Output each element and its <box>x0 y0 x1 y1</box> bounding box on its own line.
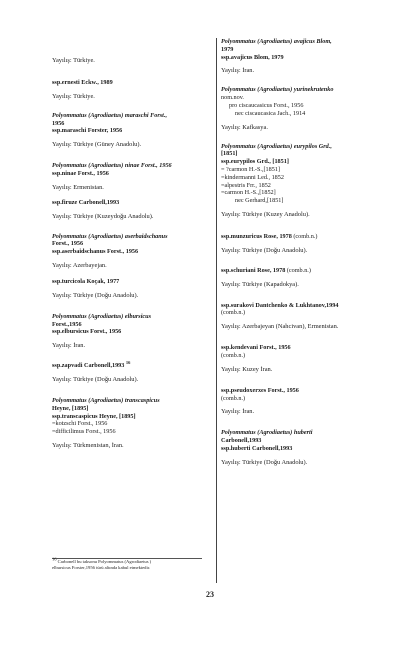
subspecies-name: ssp.surakovi Dantchenko & Lukhtanov,1994 <box>221 301 339 309</box>
subspecies-name: ssp.firuze Carbonell,1993 <box>52 198 120 206</box>
synonym: =carmon H.-S.,[1852] <box>221 189 276 197</box>
distribution-text: Yayılış: İran. <box>52 342 86 350</box>
distribution-text: Yayılış: Türkiye (Güney Anadolu). <box>52 141 142 149</box>
subspecies-name: ssp.schuriani Rose, 1978 <box>221 266 286 274</box>
species-author: Carbonell,1993 <box>221 437 262 445</box>
synonym: =kindermanni Led., 1852 <box>221 173 284 181</box>
left-column <box>52 40 212 450</box>
subspecies-name: ssp.huberti Carbonell,1993 <box>221 444 293 452</box>
subspecies-name-text: ssp.zapvadi Carbonell,1993 <box>52 362 125 370</box>
subspecies-name: ssp.ernesti Eckw., 1989 <box>52 79 113 86</box>
species-name: Polyommatus (Agrodiaetus) avajicus Blom, <box>221 38 332 45</box>
distribution-text: Yayılış: Türkiye (Kapadokya). <box>221 280 299 288</box>
distribution-text: Yayılış: Türkiye. <box>52 92 95 100</box>
subspecies-name: ssp.maraschi Forster, 1956 <box>52 127 123 135</box>
subspecies-name: ssp.munzuricus Rose, 1978 <box>221 232 292 240</box>
footnote-line: elbursicus Forster,1956 türü altında kabul etmektedir. <box>52 565 151 570</box>
synonym: =kotzschi Forst., 1956 <box>52 420 108 428</box>
species-year: 1956 <box>52 119 65 127</box>
species-name: Polyommatus (Agrodiaetus) elbursicus <box>52 312 152 320</box>
subspecies-name: ssp.ninae Forst., 1956 <box>52 169 109 177</box>
species-name: Polyommatus (Agrodiaetus) transcaspicus <box>52 396 160 404</box>
distribution-text: Yayılış: Türkiye. <box>52 57 95 64</box>
species-author: Forst.,1956 <box>52 320 82 328</box>
species-year: 1979 <box>221 45 234 53</box>
distribution-text: Yayılış: Azerbayejan. <box>52 261 107 269</box>
synonym: =difficilimus Forst., 1956 <box>52 428 116 436</box>
footnote-text: Carbonell bu taksonu Polyommatus (Agrodiaetus ) <box>57 559 152 564</box>
species-name: Polyommatus (Agrodiaetus) ninae Forst., 1956 <box>52 162 172 170</box>
species-author: Heyne, [1895] <box>52 404 89 412</box>
subspecies-name <box>52 362 212 370</box>
distribution-text: Yayılış: Türkiye (Doğu Anadolu). <box>52 375 139 383</box>
footnote-ref: 16 <box>125 360 131 366</box>
species-year: [1851] <box>221 150 238 158</box>
comb-note: (comb.n.) <box>221 351 246 359</box>
distribution-text: Yayılış: Türkmenistan, İran. <box>52 441 124 449</box>
species-name: Polyommatus (Agrodiaetus) maraschi Forst., <box>52 111 167 119</box>
subspecies-name: ssp.pseudoxerxes Forst., 1956 <box>221 386 299 394</box>
distribution-text: Yayılış: Kuzey İran. <box>221 365 273 373</box>
nomen-novum: nom.nov. <box>221 94 244 102</box>
comb-note: (comb.n.) <box>221 394 246 402</box>
synonym: =alpestris Frr., 1852 <box>221 181 271 189</box>
species-name: Polyommatus (Agrodiaetus) eurypilos Grd., <box>221 142 332 150</box>
distribution-text: Yayılış: Türkiye (Doğu Anadolu). <box>221 246 308 254</box>
distribution-text: Yayılış: Türkiye (Kuzey Anadolu). <box>221 210 310 218</box>
subspecies-name: ssp.avajicus Blom, 1979 <box>221 53 284 61</box>
species-name: Polyommatus (Agrodiaetus) huberti <box>221 429 313 437</box>
subspecies-name: ssp.elbursicus Forst., 1956 <box>52 328 122 336</box>
comb-note: (comb.n.) <box>286 266 311 274</box>
subspecies-name: ssp.aserbaidschanus Forst., 1956 <box>52 248 139 256</box>
homonym-note: nec ciscaucasica Jach., 1914 <box>235 109 306 117</box>
distribution-text: Yayılış: Azerbajeyan (Nahcivan), Ermenistan. <box>221 323 339 331</box>
right-column <box>216 38 375 583</box>
species-author: Forst., 1956 <box>52 240 84 248</box>
subspecies-name: ssp.transcaspicus Heyne, [1895] <box>52 412 136 420</box>
distribution-text: Yayılış: Türkiye (Kuzeydoğu Anadolu). <box>52 212 154 220</box>
subspecies-name: ssp.kendevani Forst., 1956 <box>221 344 291 352</box>
distribution-text: Yayılış: Kafkasya. <box>221 123 268 131</box>
comb-note: (comb.n.) <box>293 232 318 240</box>
subspecies-line <box>221 233 375 241</box>
distribution-text: Yayılış: Türkiye (Doğu Anadolu). <box>52 291 139 299</box>
synonym: = ?carmon H.-S.,[1851] <box>221 165 280 173</box>
distribution-text: Yayılış: İran. <box>221 67 255 75</box>
footnote <box>52 556 212 571</box>
comb-note: (comb.n.) <box>221 309 246 317</box>
distribution-text: Yayılış: Türkiye (Doğu Anadolu). <box>221 458 308 466</box>
replaced-name: pro ciscaucasicus Forst., 1956 <box>229 101 304 109</box>
homonym-note: nec Gerhard,[1851] <box>235 197 284 205</box>
footnote-number: 16 <box>52 556 57 562</box>
species-name: Polyommatus (Agrodiaetus) aserbaidschanus <box>52 232 168 240</box>
subspecies-name: ssp.eurypilos Grd., [1851] <box>221 158 289 166</box>
page-number: 23 <box>206 590 214 599</box>
distribution-text: Yayılış: İran. <box>221 408 255 416</box>
species-name: Polyommatus (Agrodiaetus) yurinekrutenko <box>221 86 334 94</box>
distribution-text: Yayılış: Ermenistan. <box>52 183 104 191</box>
subspecies-name: ssp.turcicola Koçak, 1977 <box>52 277 120 285</box>
subspecies-line <box>221 267 375 275</box>
